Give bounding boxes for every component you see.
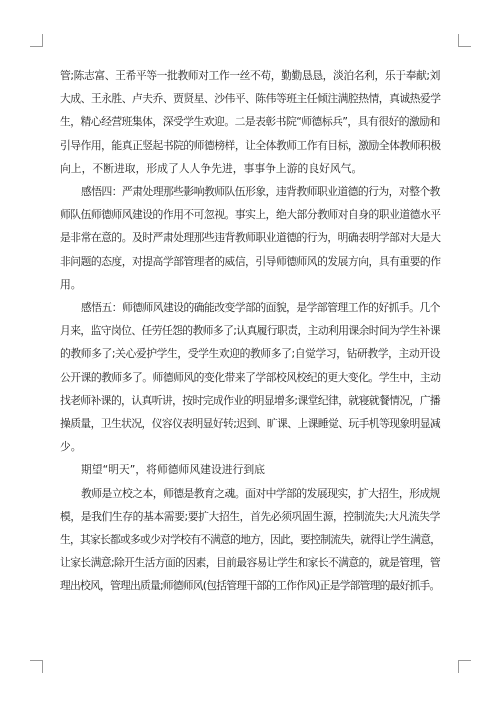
text-line: 理出校风，管理出质量;师德师风(包括管理干部的工作作风)正是学部管理的最好抓手。 xyxy=(60,579,440,593)
crop-mark-top-right xyxy=(458,34,471,47)
heading-line: 期望“明天”，将师德师风建设进行到底 xyxy=(81,463,265,477)
text-line: 教师是立校之本，师德是教育之魂。面对中学部的发展现实，扩大招生，形成规 xyxy=(81,486,440,500)
text-line: 月来，监守岗位、任劳任怨的教师多了;认真履行职责，主动利用课余时间为学生补课 xyxy=(60,324,441,338)
text-line: 找老师补课的，认真听讲，按时完成作业的明显增多;课堂纪律，就寝就餐情况，广播 xyxy=(60,393,441,407)
text-line: 生，其家长都或多或少对学校有不满意的地方，因此，要控制流失，就得让学生满意， xyxy=(60,533,441,547)
text-line: 感悟四：严肃处理那些影响教师队伍形象，违背教师职业道德的行为，对整个教 xyxy=(81,185,440,199)
text-line: 引导作用，能真正竖起书院的师德榜样，让全体教师工作有目标，激励全体教师积极 xyxy=(60,138,441,152)
text-line: 少。 xyxy=(60,440,82,454)
text-line: 向上，不断进取，形成了人人争先进，事事争上游的良好风气。 xyxy=(60,161,363,175)
text-line: 非问题的态度，对提高学部管理者的威信，引导师德师风的发展方向，具有重要的作 xyxy=(60,254,441,268)
paragraph-1 xyxy=(60,64,440,180)
text-line: 公开课的教师多了。师德师风的变化带来了学部校风校纪的更大变化。学生中，主动 xyxy=(60,370,441,384)
text-line: 感悟五：师德师风建设的确能改变学部的面貌，是学部管理工作的好抓手。几个 xyxy=(81,301,440,315)
text-line: 是非常在意的。及时严肃处理那些违背教师职业道德的行为，明确表明学部对大是大 xyxy=(60,231,441,245)
text-line: 让家长满意;除开生活方面的因素，目前最容易让学生和家长不满意的，就是管理，管 xyxy=(60,556,441,570)
section-heading xyxy=(60,458,440,481)
text-line: 师队伍师德师风建设的作用不可忽视。事实上，绝大部分教师对自身的职业道德水平 xyxy=(60,208,441,222)
text-line: 模，是我们生存的基本需要;要扩大招生，首先必须巩固生源，控制流失;大凡流失学 xyxy=(60,509,440,523)
paragraph-4 xyxy=(60,482,440,598)
crop-mark-top-left xyxy=(30,34,43,47)
document-body xyxy=(60,64,440,598)
text-line: 管;陈志富、王希平等一批教师对工作一丝不苟，勤勤恳恳，淡泊名利，乐于奉献;刘 xyxy=(60,69,440,82)
text-line: 的教师多了;关心爱护学生，受学生欢迎的教师多了;自觉学习，钻研教学，主动开设 xyxy=(60,347,440,361)
crop-mark-bottom-left xyxy=(30,660,43,673)
paragraph-3 xyxy=(60,296,440,458)
text-line: 操质量，卫生状况，仪容仪表明显好转;迟到、旷课、上课睡觉、玩手机等现象明显减 xyxy=(60,417,441,431)
text-line: 用。 xyxy=(60,277,82,291)
paragraph-2 xyxy=(60,180,440,296)
text-line: 大成、王永胜、卢夫乔、贾贤星、沙伟平、陈伟等班主任倾注满腔热情，真诚热爱学 xyxy=(60,92,441,106)
text-line: 生，精心经营班集体，深受学生欢迎。二是表彰书院“师德标兵”，具有很好的激励和 xyxy=(60,115,440,129)
crop-mark-bottom-right xyxy=(458,660,471,673)
